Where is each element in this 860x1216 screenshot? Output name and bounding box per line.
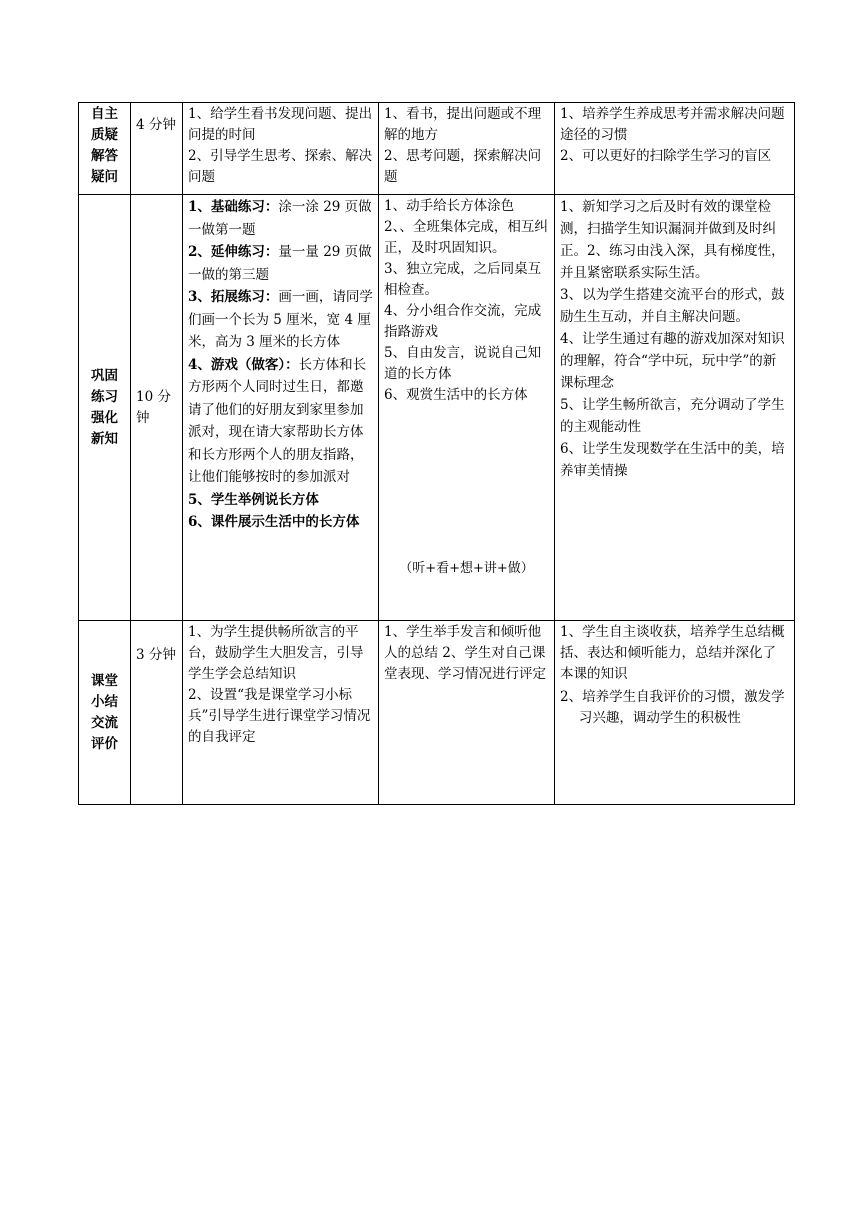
- teacher-activity-cell: 1、为学生提供畅所欲言的平台，鼓励学生大胆发言，引导学生学会总结知识 2、设置“我是课堂学习小标兵”引导学生进行课堂学习情况的自我评定: [183, 621, 379, 805]
- design-intent-cell: 1、新知学习之后及时有效的课堂检测，扫描学生知识漏洞并做到及时纠正。2、练习由浅入深，具有梯度性，并且紧密联系实际生活。 3、以为学生搭建交流平台的形式，鼓励生生互动，并自主解决问题。 4、让学生通过有趣的游戏加深对知识的理解，符合“学中玩，玩中学”的新课标理念 5、让学生畅所欲言，充分调动了学生的主观能动性 6、让学生发现数学在生活中的美，培养审美情操: [555, 195, 795, 621]
- stage-cell: 课堂 小结 交流 评价: [79, 621, 131, 805]
- student-activity-cell: 1、学生举手发言和倾听他人的总结 2、学生对自己课堂表现、学习情况进行评定: [379, 621, 555, 805]
- time-cell: 10 分钟: [131, 195, 183, 621]
- time-cell: 3 分钟: [131, 621, 183, 805]
- student-activity-cell: 1、动手给长方体涂色 2、、全班集体完成，相互纠正，及时巩固知识。 3、独立完成，之后同桌互相检查。 4、分小组合作交流，完成指路游戏 5、自由发言，说说自己知道的长方体 6、观赏生活中的长方体 （听+看+想+讲+做）: [379, 195, 555, 621]
- table-row: [79, 103, 795, 195]
- activity-summary-note: （听+看+想+讲+做）: [399, 561, 534, 576]
- stage-cell: 巩固 练习 强化 新知: [79, 195, 131, 621]
- lesson-plan-table: [78, 102, 795, 805]
- design-intent-cell: 1、学生自主谈收获，培养学生总结概括、表达和倾听能力，总结并深化了本课的知识 2、培养学生自我评价的习惯，激发学习兴趣，调动学生的积极性: [555, 621, 795, 805]
- table-row: [79, 621, 795, 805]
- student-activity-cell: 1、看书，提出问题或不理解的地方 2、思考问题，探索解决问题: [379, 103, 555, 195]
- teacher-activity-cell: 1、基础练习：涂一涂 29 页做一做第一题 2、延伸练习：量一量 29 页做一做的第三题 3、拓展练习：画一画，请同学们画一个长为 5 厘米，宽 4 厘米，高为 3 厘米的长方体 4、游戏（做客）：长方体和长方形两个人同时过生日，都邀请了他们的好朋友到家里参加派对，现在请大家帮助长方体和长方形两个人的朋友指路，让他们能够按时的参加派对 5、学生举例说长方体 6、课件展示生活中的长方体: [183, 195, 379, 621]
- time-cell: 4 分钟: [131, 103, 183, 195]
- stage-cell: 自主 质疑 解答 疑问: [79, 103, 131, 195]
- table-row: [79, 195, 795, 621]
- design-intent-cell: 1、培养学生养成思考并需求解决问题途径的习惯 2、可以更好的扫除学生学习的盲区: [555, 103, 795, 195]
- teacher-activity-cell: 1、给学生看书发现问题、提出问提的时间 2、引导学生思考、探索、解决问题: [183, 103, 379, 195]
